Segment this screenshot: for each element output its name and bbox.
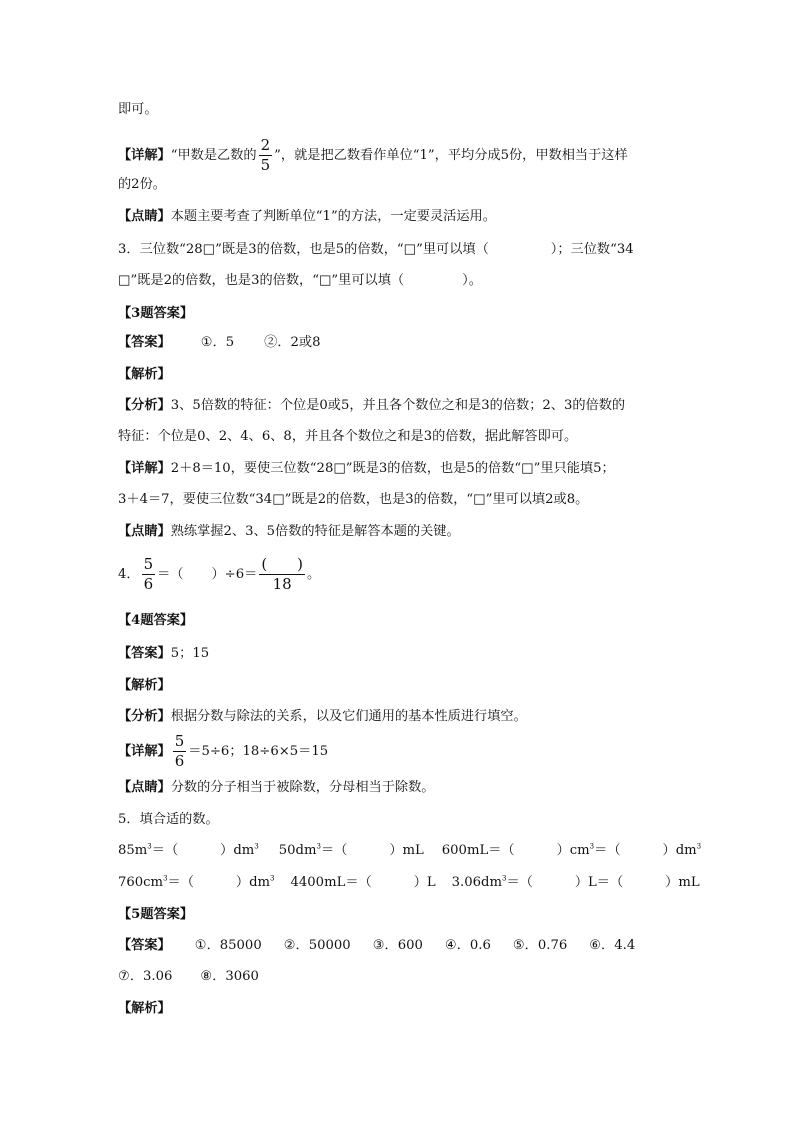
answer-line: 【答案】 ①．85000 ②．50000 ③．600 ④．0.6 ⑤．0.76 ⑥．4.4 xyxy=(118,938,636,953)
answer-heading: 【4题答案】 xyxy=(118,613,194,628)
analysis-heading: 【解析】 xyxy=(118,1001,171,1016)
answer-heading: 【5题答案】 xyxy=(118,907,194,922)
fraction: $\frac{5}{6}$ xyxy=(174,732,185,770)
analysis-heading: 【解析】 xyxy=(118,367,171,382)
question-3-line-2: □”既是2的倍数，也是3的倍数，“□”里可以填（ ）。 xyxy=(118,273,482,288)
detail-line: 【详解】“甲数是乙数的 $\frac{2}{5}$ ”，就是把乙数看作单位“1”，平均分成5份，甲数相当于这样 xyxy=(118,136,628,174)
comment-line: 【点睛】熟练掌握2、3、5倍数的特征是解答本题的关键。 xyxy=(118,524,460,539)
answer-line-continued: ⑦．3.06 ⑧．3060 xyxy=(118,969,259,984)
fraction: $\frac{5}{6}$ xyxy=(143,555,154,593)
comment-line: 【点睛】本题主要考查了判断单位“1”的方法，一定要灵活运用。 xyxy=(118,209,496,224)
answer-line: 【答案】5；15 xyxy=(118,646,210,661)
analysis-heading: 【解析】 xyxy=(118,678,171,693)
question-4-line: 4． $\frac{5}{6}$ ＝（ ）÷6＝ $\frac{( )}{18}$ 。 xyxy=(118,555,321,593)
question-5-row-1: $85m^3=$（ ）$dm^3$ $50dm^3=$（ ）mL 600mL＝（ ）$cm^3=$（ ）$dm^3$ xyxy=(118,842,702,858)
detail-line: 【详解】2＋8＝10，要使三位数“28□”既是3的倍数，也是5的倍数“□”里只能填5； xyxy=(118,461,615,476)
text-line: 即可。 xyxy=(118,102,158,117)
fraction: $\frac{2}{5}$ xyxy=(260,136,271,174)
text-line: 3＋4＝7，要使三位数“34□”既是2的倍数，也是3的倍数，“□”里可以填2或8。 xyxy=(118,492,589,507)
text-line: 特征：个位是0、2、4、6、8，并且各个数位之和是3的倍数，据此解答即可。 xyxy=(118,429,578,444)
analysis-line: 【分析】3、5倍数的特征：个位是0或5，并且各个数位之和是3的倍数；2、3的倍数的 xyxy=(118,398,626,413)
question-5-title: 5．填合适的数。 xyxy=(118,812,219,827)
answer-heading: 【3题答案】 xyxy=(118,306,194,321)
fraction-blank: $\frac{( )}{18}$ xyxy=(261,555,304,593)
question-3-line-1: 3．三位数“28□”既是3的倍数，也是5的倍数，“□”里可以填（ ）；三位数“34 xyxy=(118,242,634,257)
question-5-row-2: $760cm^3=$（ ）$dm^3$ 4400mL＝（ ）L $3.06dm^3=$（ ）L＝（ ）mL xyxy=(118,874,700,890)
text-line: 的2份。 xyxy=(118,177,166,192)
analysis-line: 【分析】根据分数与除法的关系，以及它们通用的基本性质进行填空。 xyxy=(118,709,527,724)
answer-line: 【答案】 ①．5 ②．2或8 xyxy=(118,335,321,350)
comment-line: 【点睛】分数的分子相当于被除数，分母相当于除数。 xyxy=(118,780,435,795)
detail-line: 【详解】 $\frac{5}{6}$ ＝5÷6；18÷6×5＝15 xyxy=(118,732,329,770)
